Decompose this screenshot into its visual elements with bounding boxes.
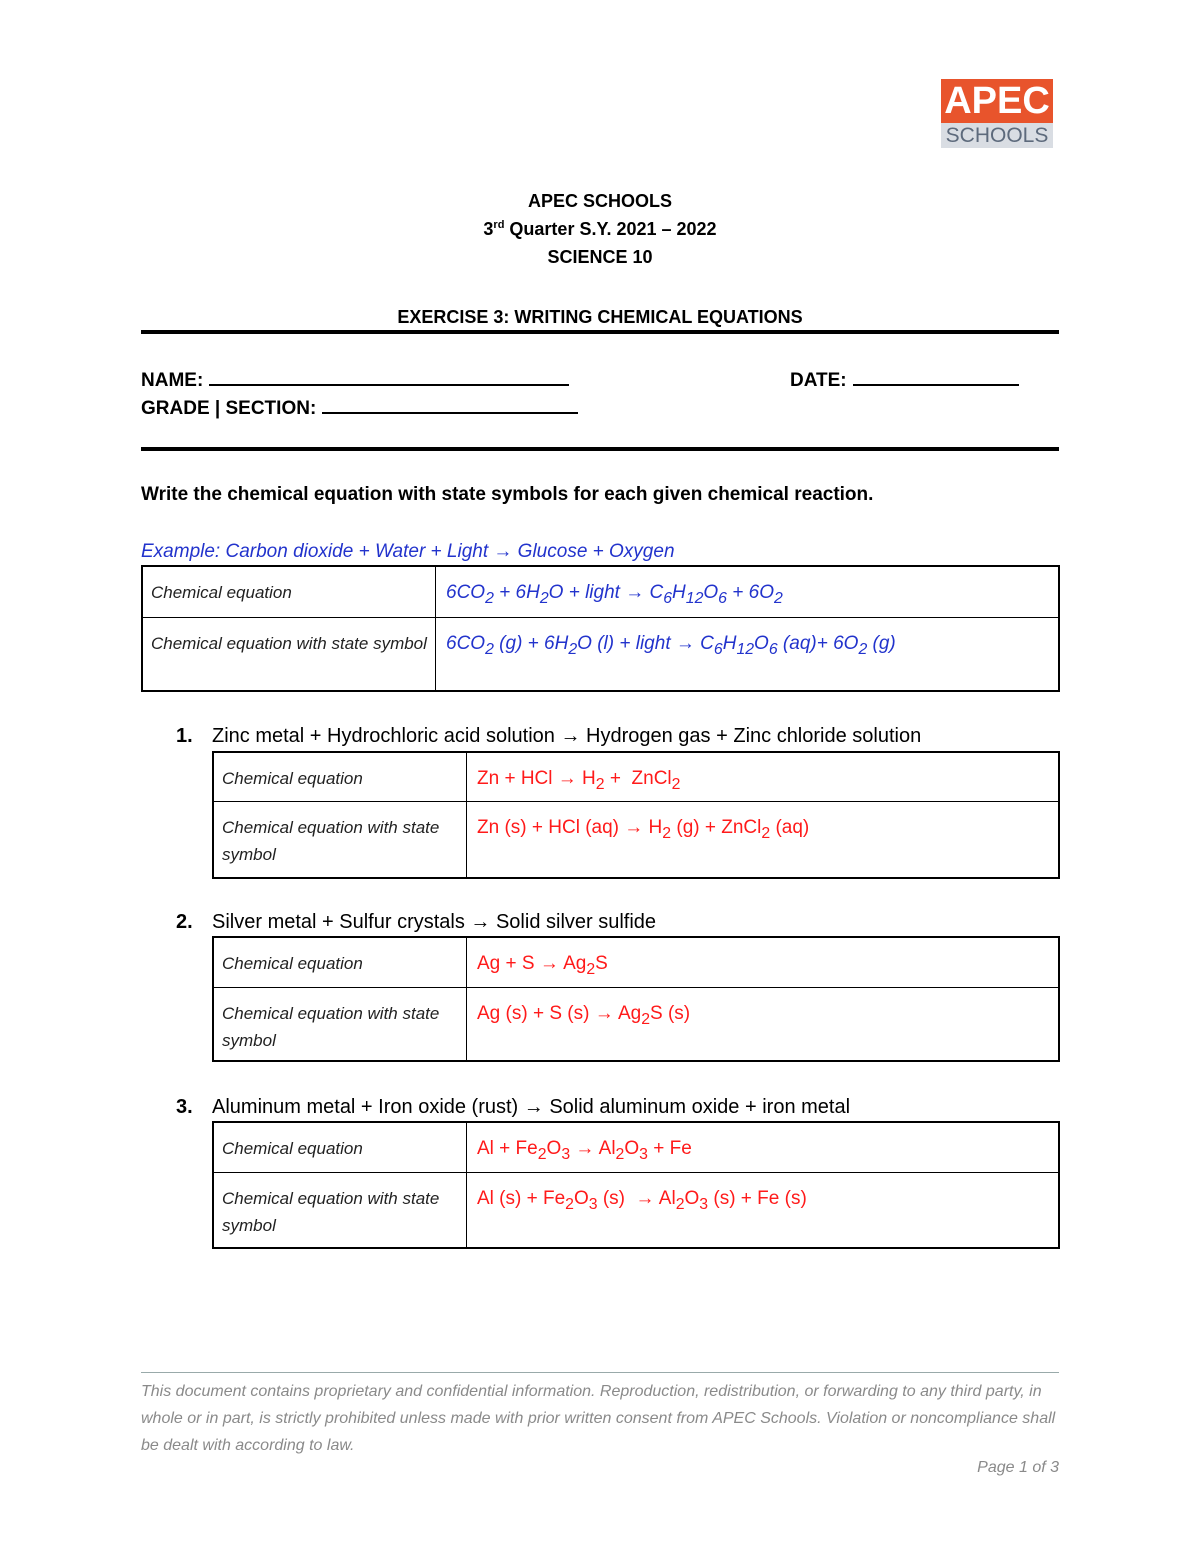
q2-equation-state[interactable]: Ag (s) + S $(s) \to Ag_2S$ (s) (467, 987, 1060, 1061)
example-equation: $6CO_2 + 6H_2O$ + light → $C_6H_{12}O_6 + 6O_2$ (436, 566, 1060, 617)
q1-equation[interactable]: Zn + HCl → $H_2$ + ZnCl$_2$ (467, 752, 1060, 801)
logo-top-text: APEC (941, 79, 1053, 123)
date-blank[interactable] (853, 367, 1019, 386)
footer-divider (141, 1372, 1059, 1373)
example-title: Example: Carbon dioxide + Water + Light → Glucose + Oxygen (141, 541, 675, 562)
apec-logo (941, 79, 1053, 148)
q1-number: 1. (176, 725, 193, 747)
top-divider (141, 330, 1059, 334)
subject-title: SCIENCE 10 (547, 247, 653, 267)
q1-label-state: Chemical equation with state symbol (213, 801, 467, 878)
q1-equation-state[interactable]: Zn (s) + HCl $(aq) \to H_2$ (g) + ZnCl$_2$ (aq) (467, 801, 1060, 878)
grade-section-blank[interactable] (322, 395, 578, 414)
grade-section-field[interactable] (141, 395, 578, 420)
q3-equation[interactable]: $Al + Fe_2O_3 \to Al_2O_3 + Fe$ (467, 1122, 1060, 1172)
q1-label-eq: Chemical equation (213, 752, 467, 801)
example-label-state: Chemical equation with state symbol (142, 617, 436, 691)
q3-number: 3. (176, 1096, 193, 1118)
q2-label-eq: Chemical equation (213, 937, 467, 987)
example-label-eq: Chemical equation (142, 566, 436, 617)
name-blank[interactable] (209, 367, 569, 386)
q3-equation-state[interactable]: Al $(s) + Fe_2O_3$ $(s) \to Al_2O_3$ (s) + Fe (s) (467, 1172, 1060, 1248)
q2-number: 2. (176, 911, 193, 933)
instruction: Write the chemical equation with state symbols for each given chemical reaction. (141, 484, 874, 505)
quarter-ordinal: 3 (483, 219, 494, 239)
q2-label-state: Chemical equation with state symbol (213, 987, 467, 1061)
example-table (141, 565, 1060, 692)
q1-title: Zinc metal + Hydrochloric acid solution → Hydrogen gas + Zinc chloride solution (212, 725, 922, 747)
date-label: DATE: (790, 370, 847, 391)
grade-section-label: GRADE | SECTION: (141, 398, 317, 419)
q2-equation[interactable]: $Ag + S \to Ag_2S$ (467, 937, 1060, 987)
quarter-suffix: rd (493, 219, 505, 231)
q1-table (212, 751, 1060, 879)
q2-title: Silver metal + Sulfur crystals → Solid silver sulfide (212, 911, 657, 933)
q3-label-eq: Chemical equation (213, 1122, 467, 1172)
page-number: Page 1 of 3 (977, 1459, 1059, 1476)
q3-title: Aluminum metal + Iron oxide (rust) → Solid aluminum oxide + iron metal (212, 1096, 851, 1118)
name-field[interactable] (141, 367, 569, 392)
confidentiality-notice: This document contains proprietary and confidential information. Reproduction, redistribution, or forwarding to any third party, in whole or in part, is strictly prohibited unless made with prior written consent from APEC Schools. Violation or noncompliance shall be dealt with according to law. (141, 1383, 1056, 1454)
q3-table (212, 1121, 1060, 1249)
school-name: APEC SCHOOLS (527, 191, 673, 211)
logo-bottom-text: SCHOOLS (941, 123, 1053, 148)
example-equation-state: $6CO_2$ $(g) + 6H_2O$ (l) + light → $C_6H_{12}O_6$ $(aq)+ 6O_2$ (g) (436, 617, 1060, 691)
q2-table (212, 936, 1060, 1062)
q3-label-state: Chemical equation with state symbol (213, 1172, 467, 1248)
quarter-rest: Quarter S.Y. 2021 – 2022 (504, 219, 717, 239)
name-label: NAME: (141, 370, 204, 391)
quarter-line (0, 219, 1200, 240)
date-field[interactable] (790, 367, 1019, 392)
bottom-divider (141, 447, 1059, 451)
exercise-title: EXERCISE 3: WRITING CHEMICAL EQUATIONS (397, 307, 803, 327)
